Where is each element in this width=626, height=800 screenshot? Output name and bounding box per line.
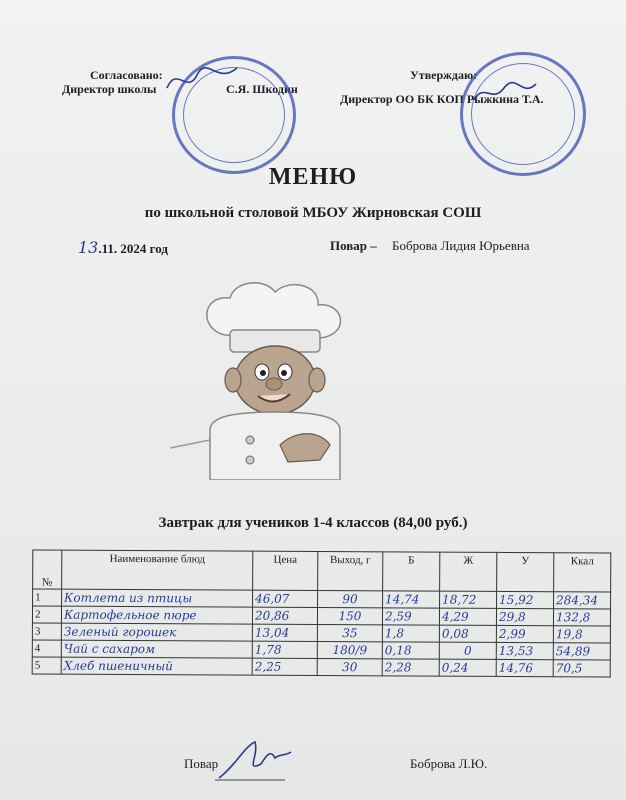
row-fat: 4,29: [439, 608, 496, 625]
row-protein: 0,18: [382, 642, 439, 659]
row-output: 180/9: [317, 641, 382, 658]
row-protein: 2,28: [382, 659, 439, 676]
row-name: Хлеб пшеничный: [61, 657, 252, 675]
cook-label: Повар –: [330, 238, 377, 253]
header-name: Наименование блюд: [62, 550, 253, 590]
row-output: 90: [318, 590, 383, 607]
footer-cook-name: Боброва Л.Ю.: [410, 756, 488, 771]
director-oo-label: Директор ОО БК КОП Рыжкина Т.А.: [340, 92, 544, 106]
cook-signature-icon: [215, 736, 295, 786]
row-num: 2: [32, 606, 61, 623]
row-carbs: 15,92: [497, 591, 554, 608]
row-output: 30: [317, 658, 382, 675]
director-signature-icon: [162, 60, 242, 100]
row-output: 150: [317, 607, 382, 624]
row-kcal: 54,89: [553, 643, 610, 660]
row-num: 1: [33, 589, 62, 606]
row-name: Котлета из птицы: [62, 589, 253, 607]
row-kcal: 70,5: [553, 660, 610, 677]
agreed-label: Согласовано:: [90, 68, 163, 82]
cook-name: Боброва Лидия Юрьевна: [392, 238, 530, 253]
header-carbs: У: [497, 552, 554, 591]
header-protein: Б: [383, 552, 440, 591]
row-carbs: 13,53: [496, 642, 553, 659]
menu-date: [78, 238, 168, 257]
table-row: [32, 657, 610, 677]
header-price: Цена: [253, 551, 318, 590]
table-header-row: [33, 550, 611, 592]
approve-label: Утверждаю:: [410, 68, 478, 82]
header-num: №: [33, 550, 62, 589]
row-kcal: 132,8: [553, 609, 610, 626]
page-subtitle: по школьной столовой МБОУ Жирновская СОШ: [144, 205, 482, 221]
director-school-label: Директор школы: [62, 82, 157, 96]
row-kcal: 19,8: [553, 626, 610, 643]
menu-table: [32, 549, 612, 677]
row-price: 20,86: [252, 607, 317, 624]
row-price: 46,07: [253, 590, 318, 607]
row-price: 13,04: [252, 624, 317, 641]
approver-signature-icon: [470, 78, 540, 108]
header-kcal: Ккал: [554, 553, 611, 592]
date-rest: .11. 2024 год: [98, 241, 168, 256]
footer-cook-label: Повар: [184, 756, 219, 771]
row-fat: 0,24: [439, 659, 496, 676]
row-protein: 2,59: [382, 608, 439, 625]
row-fat: 0,08: [439, 625, 496, 642]
row-carbs: 14,76: [496, 659, 553, 676]
row-fat: 18,72: [440, 591, 497, 608]
page-title: МЕНЮ: [268, 164, 358, 190]
row-num: 3: [32, 623, 61, 640]
row-price: 1,78: [252, 641, 317, 658]
header-output: Выход, г: [318, 551, 383, 590]
row-price: 2,25: [252, 658, 317, 675]
company-stamp-icon: [460, 52, 586, 176]
row-carbs: 2,99: [496, 625, 553, 642]
breakfast-heading: Завтрак для учеников 1-4 классов (84,00 руб.): [158, 515, 468, 531]
chef-illustration-icon: [170, 280, 380, 480]
director-school-name: С.Я. Шкодин: [226, 82, 298, 96]
row-output: 35: [317, 624, 382, 641]
row-fat: 0: [439, 642, 496, 659]
header-fat: Ж: [440, 552, 497, 591]
row-name: Картофельное пюре: [61, 606, 252, 624]
row-name: Чай с сахаром: [61, 640, 252, 658]
row-protein: 14,74: [383, 591, 440, 608]
row-carbs: 29,8: [496, 608, 553, 625]
date-day: 13: [78, 238, 99, 257]
row-name: Зеленый горошек: [61, 623, 252, 641]
row-num: 5: [32, 657, 61, 674]
row-protein: 1,8: [382, 625, 439, 642]
row-num: 4: [32, 640, 61, 657]
row-kcal: 284,34: [554, 592, 611, 609]
